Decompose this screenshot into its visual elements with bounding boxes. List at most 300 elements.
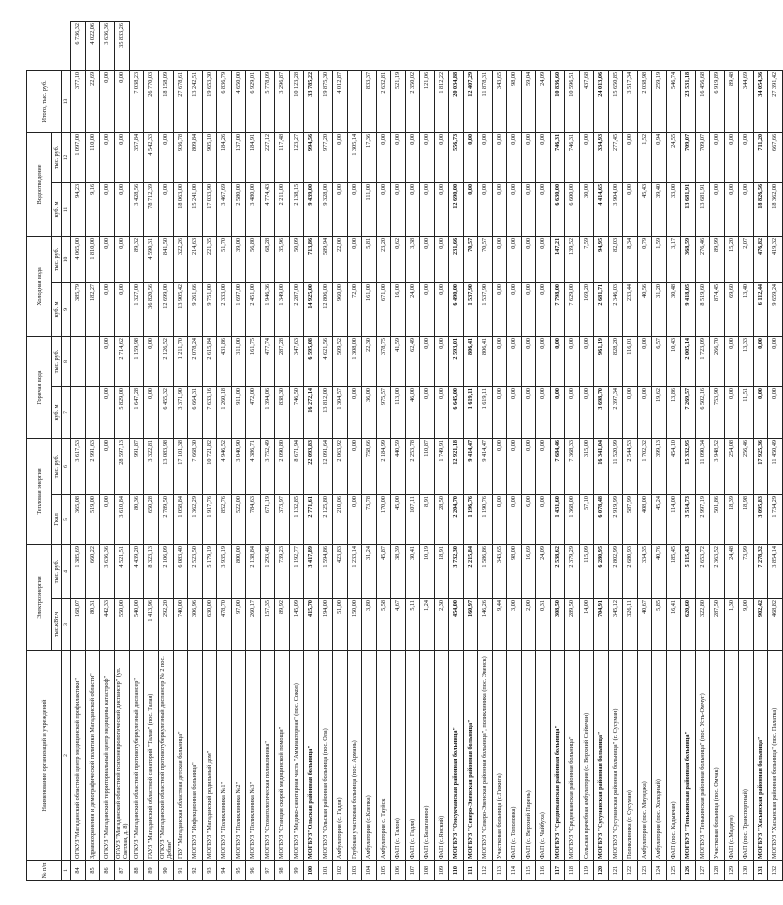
value-cell: 4 590,31 (144, 236, 159, 282)
value-cell: 0,00 (579, 386, 594, 438)
organization-name: ФАП (пос. Транспортный) (739, 651, 754, 861)
column-number: 11 (62, 182, 71, 236)
value-cell: 385,79 (71, 282, 86, 336)
value-cell: 0,00 (521, 336, 536, 386)
value-cell: 145,09 (289, 599, 304, 651)
table-row (129, 22, 144, 881)
organization-name: МОГБУЗ "Поликлиника №3" (246, 651, 261, 861)
value-cell: 5,85 (652, 599, 667, 651)
organization-name: МОГБУЗ "Станция скорой медицинской помощи" (275, 651, 290, 861)
value-cell: 94,23 (71, 182, 86, 236)
value-cell: 2 789,50 (158, 495, 173, 545)
row-number: 87 (114, 861, 129, 881)
value-cell: 2,07 (739, 236, 754, 282)
organization-name: ОГКУЗ"Магаданский областной центр медицинской профилактики" (71, 651, 86, 861)
value-cell: 0,00 (391, 182, 406, 236)
value-cell: 0,31 (536, 599, 551, 651)
value-cell: 6,57 (652, 336, 667, 386)
organization-name: Здравоохранения и демографической политики Магаданской области" (85, 651, 100, 861)
value-cell: 184,26 (217, 132, 232, 182)
value-cell: 11,51 (739, 386, 754, 438)
value-cell: 0,00 (347, 386, 362, 438)
value-cell: 6 929,01 (246, 70, 261, 132)
table-row-subtotal (463, 22, 478, 881)
value-cell: 0,00 (420, 132, 435, 182)
unit-cubm: куб. м (52, 386, 62, 438)
value-cell: 1 349,00 (275, 282, 290, 336)
table-row (478, 22, 493, 881)
value-cell: 16,69 (521, 545, 536, 599)
value-cell: 841,50 (158, 236, 173, 282)
value-cell: 0,00 (114, 132, 129, 182)
value-cell (71, 386, 86, 438)
value-cell: 0,00 (536, 132, 551, 182)
value-cell: 10 123,28 (289, 70, 304, 132)
organization-name: Участковая больница (пос. Омчак) (710, 651, 725, 861)
value-cell: 5 179,19 (202, 545, 217, 599)
value-cell: 137,00 (231, 132, 246, 182)
value-cell: 1 159,98 (129, 336, 144, 386)
value-cell: 98,00 (507, 545, 522, 599)
value-cell: 0,62 (391, 236, 406, 282)
value-cell: 16 272,14 (304, 386, 319, 438)
value-cell: 0,00 (521, 438, 536, 494)
value-cell: 0,00 (724, 386, 739, 438)
value-cell: 22,30 (362, 336, 377, 386)
organization-name: МОГБУЗ "Хасынская районная больница" (пос. Палатка) (768, 651, 783, 861)
value-cell: 1,30 (724, 599, 739, 651)
value-cell: 2 287,00 (289, 282, 304, 336)
header-electricity: Электроэнергия (27, 545, 52, 651)
value-cell: 3 904,00 (608, 182, 623, 236)
value-cell: 556,73 (449, 132, 464, 182)
value-cell: 308,50 (550, 599, 565, 651)
value-cell: 1 196,76 (463, 495, 478, 545)
table-row (333, 22, 348, 881)
row-number: 100 (304, 861, 319, 881)
row-number: 124 (652, 861, 667, 881)
value-cell: 3 610,84 (114, 495, 129, 545)
value-cell: 1,24 (420, 599, 435, 651)
value-cell: 194,00 (318, 599, 333, 651)
value-cell: 2 126,52 (158, 336, 173, 386)
value-cell: 168,07 (71, 599, 86, 651)
unit-gcal: Гкал (52, 495, 62, 545)
value-cell: 9,00 (739, 599, 754, 651)
value-cell: 35,96 (275, 236, 290, 282)
value-cell: 110,00 (85, 132, 100, 182)
value-cell: 0,00 (521, 236, 536, 282)
value-cell: 139,52 (565, 236, 580, 282)
value-cell: 1 308,00 (347, 336, 362, 386)
value-cell: 113,00 (391, 386, 406, 438)
value-cell: 2 038,98 (637, 70, 652, 132)
value-cell: 0,00 (420, 386, 435, 438)
value-cell: 34 054,36 (753, 70, 768, 132)
value-cell: 0,00 (434, 182, 449, 236)
value-cell: 0,00 (507, 282, 522, 336)
value-cell: 6 645,00 (449, 386, 464, 438)
value-cell: 472,00 (246, 386, 261, 438)
value-cell: 0,00 (536, 182, 551, 236)
value-cell: 70,57 (478, 236, 493, 282)
table-row (637, 22, 652, 881)
value-cell: 51,70 (217, 236, 232, 282)
table-row (144, 22, 159, 881)
row-number: 128 (710, 861, 725, 881)
table-row-subtotal (594, 22, 609, 881)
value-cell: 8 323,13 (144, 545, 159, 599)
value-cell: 0,00 (158, 132, 173, 182)
value-cell: 419,32 (768, 236, 783, 282)
row-number: 132 (768, 861, 783, 881)
value-cell: 0,00 (507, 132, 522, 182)
value-cell: 1,52 (637, 132, 652, 182)
value-cell: 89,92 (275, 599, 290, 651)
value-cell: 4 621,56 (318, 336, 333, 386)
value-cell: 289,50 (565, 599, 580, 651)
column-number: 6 (62, 438, 71, 494)
value-cell: 13,40 (739, 282, 754, 336)
row-number: 89 (144, 861, 159, 881)
value-cell: 38,39 (391, 545, 406, 599)
value-cell: 0,00 (550, 336, 565, 386)
value-cell: 1 431,60 (550, 495, 565, 545)
value-cell: 2 771,61 (304, 495, 319, 545)
value-cell: 1 058,84 (173, 495, 188, 545)
value-cell: 23 531,18 (681, 70, 696, 132)
row-number: 119 (579, 861, 594, 881)
value-cell: 326,11 (623, 599, 638, 651)
value-cell: 357,84 (129, 132, 144, 182)
table-row (536, 22, 551, 881)
organization-name: МОГБУЗ "Сусуманская районная больница" (г. Сусуман) (608, 651, 623, 861)
value-cell: 1 537,90 (463, 282, 478, 336)
value-cell: 809,84 (188, 132, 203, 182)
value-cell: 3 517,34 (623, 70, 638, 132)
value-cell: 1 394,06 (260, 386, 275, 438)
value-cell: 18,98 (739, 495, 754, 545)
value-cell: 2 363,52 (710, 545, 725, 599)
table-row (289, 22, 304, 881)
value-cell: 9 751,00 (202, 282, 217, 336)
row-number: 107 (405, 861, 420, 881)
value-cell: 161,75 (246, 336, 261, 386)
value-cell: 1 385,69 (71, 545, 86, 599)
organization-name: ФАП (с.Балаганное) (420, 651, 435, 861)
value-cell: 2 593,01 (449, 336, 464, 386)
value-cell: 107,11 (405, 495, 420, 545)
table-body (71, 22, 783, 881)
organization-name: МОГБУЗ "Среднеканская районная больница" (550, 651, 565, 861)
value-cell: 30,00 (579, 182, 594, 236)
value-cell (85, 386, 100, 438)
value-cell: 347,63 (289, 336, 304, 386)
value-cell: 0,00 (507, 495, 522, 545)
value-cell: 22 093,83 (304, 438, 319, 494)
value-cell: 8 519,60 (695, 282, 710, 336)
value-cell: 7 038,23 (129, 70, 144, 132)
value-cell: 3,80 (362, 599, 377, 651)
column-number: 3 (62, 599, 71, 651)
value-cell: 1 097,00 (71, 132, 86, 182)
value-cell: 0,00 (623, 132, 638, 182)
value-cell: 2 580,00 (231, 182, 246, 236)
value-cell: 3 732,30 (449, 545, 464, 599)
value-cell: 0,00 (710, 182, 725, 236)
value-cell: 80,31 (85, 599, 100, 651)
value-cell: 0,00 (405, 132, 420, 182)
value-cell: 0,00 (623, 386, 638, 438)
organization-name: ФАП (с. Талон) (391, 651, 406, 861)
organization-name: Амбулатория (пос. Мяунджа) (637, 651, 652, 861)
value-cell: 746,31 (550, 132, 565, 182)
value-cell: 442,33 (100, 599, 115, 651)
value-cell: 39,40 (652, 182, 667, 236)
value-cell: 0,00 (100, 495, 115, 545)
value-cell: 478,70 (217, 599, 232, 651)
value-cell: 214,63 (188, 236, 203, 282)
value-cell: 4 065,00 (71, 236, 86, 282)
value-cell: 0,00 (492, 495, 507, 545)
row-number: 117 (550, 861, 565, 881)
value-cell: 24,09 (536, 545, 551, 599)
table-row (608, 22, 623, 881)
row-number: 110 (449, 861, 464, 881)
value-cell: 9 414,47 (478, 438, 493, 494)
value-cell: 12 690,00 (449, 182, 464, 236)
row-number: 108 (420, 861, 435, 881)
row-number: 106 (391, 861, 406, 881)
value-cell: 667,66 (768, 132, 783, 182)
value-cell: 15 332,95 (681, 438, 696, 494)
value-cell: 0,00 (623, 182, 638, 236)
value-cell: 0,00 (768, 336, 783, 386)
value-cell: 838,30 (275, 386, 290, 438)
organization-name: ФАП (с. Чайбуха) (536, 651, 551, 861)
value-cell: 22,69 (85, 70, 100, 132)
value-cell: 0,00 (579, 336, 594, 386)
value-cell: 713,86 (304, 236, 319, 282)
value-cell: 9 659,24 (768, 282, 783, 336)
value-cell: 56,80 (246, 236, 261, 282)
organization-name: МОГБУЗ"Ольская районная больница" (304, 651, 319, 861)
organization-name: ОГКУЗ "Магаданский территориальный центр медицины катастроф" (100, 651, 115, 861)
value-cell: 519,00 (85, 495, 100, 545)
value-cell: 3 636,36 (100, 22, 115, 71)
value-cell: 2 997,19 (695, 495, 710, 545)
value-cell: 28,50 (434, 495, 449, 545)
organization-name: Амбулатория с. Тауйск (376, 651, 391, 861)
value-cell: 73,78 (362, 495, 377, 545)
value-cell: 14 925,00 (304, 282, 319, 336)
value-cell: 0,00 (536, 386, 551, 438)
value-cell: 2 538,62 (550, 545, 565, 599)
organization-name: ГАУЗ "Магаданский областной санаторий "Талая" (пос. Талая) (144, 651, 159, 861)
value-cell: 905,10 (202, 132, 217, 182)
value-cell: 0,00 (521, 182, 536, 236)
row-number: 113 (492, 861, 507, 881)
value-cell: 0,00 (347, 495, 362, 545)
value-cell: 911,00 (231, 386, 246, 438)
value-cell: 660,22 (85, 545, 100, 599)
row-number: 96 (246, 861, 261, 881)
value-cell: 343,65 (492, 545, 507, 599)
value-cell: 0,00 (536, 438, 551, 494)
organization-name: МОГБУЗ "Северо-Эвенская районная больница" (463, 651, 478, 861)
value-cell: 3 371,90 (173, 386, 188, 438)
value-cell: 9 418,05 (681, 282, 696, 336)
column-number: 10 (62, 236, 71, 282)
row-number: 121 (608, 861, 623, 881)
value-cell: 1 190,76 (478, 495, 493, 545)
value-cell: 546,74 (666, 70, 681, 132)
row-number: 126 (681, 861, 696, 881)
header-row-main (27, 22, 52, 881)
value-cell: 13 681,91 (695, 182, 710, 236)
table-row-subtotal (550, 22, 565, 881)
table-row (246, 22, 261, 881)
value-cell: 89,99 (710, 236, 725, 282)
row-number: 125 (666, 861, 681, 881)
value-cell: 18 063,00 (173, 182, 188, 236)
value-cell: 13 905,42 (173, 282, 188, 336)
value-cell: 1 594,86 (318, 545, 333, 599)
value-cell: 28 597,13 (114, 438, 129, 494)
value-cell: 17 925,36 (753, 438, 768, 494)
value-cell: 0,00 (463, 132, 478, 182)
value-cell: 5 778,09 (260, 70, 275, 132)
value-cell: 311,00 (231, 336, 246, 386)
value-cell: 24,48 (724, 545, 739, 599)
table-row (579, 22, 594, 881)
value-cell: 2 078,24 (188, 336, 203, 386)
value-cell: 18 158,09 (158, 70, 173, 132)
value-cell: 0,00 (536, 336, 551, 386)
header-total: Итого, тыс. руб. (27, 70, 62, 132)
value-cell: 277,45 (608, 132, 623, 182)
table-row (202, 22, 217, 881)
value-cell: 0,00 (565, 386, 580, 438)
value-cell: 377,10 (71, 70, 86, 132)
value-cell: 3 040,90 (231, 438, 246, 494)
value-cell: 2 184,99 (376, 438, 391, 494)
value-cell: 0,00 (100, 282, 115, 336)
value-cell: 2 653,72 (695, 545, 710, 599)
row-number: 97 (260, 861, 275, 881)
table-row-subtotal (681, 22, 696, 881)
value-cell: 306,96 (188, 599, 203, 651)
utilities-table (26, 21, 783, 881)
value-cell: 0,00 (536, 236, 551, 282)
value-cell: 114,00 (666, 495, 681, 545)
organization-name: Амбулатория (с.Клепка) (362, 651, 377, 861)
value-cell: 1 260,18 (217, 386, 232, 438)
value-cell: 0,00 (536, 282, 551, 336)
table-row (100, 22, 115, 881)
value-cell: 2 215,84 (463, 545, 478, 599)
header-row-column-numbers (62, 22, 71, 881)
row-number: 86 (100, 861, 115, 881)
value-cell: 630,00 (202, 599, 217, 651)
value-cell: 833,37 (362, 70, 377, 132)
value-cell: 0,00 (376, 132, 391, 182)
value-cell: 2 681,71 (594, 282, 609, 336)
value-cell: 5 115,43 (681, 545, 696, 599)
value-cell: 0,00 (391, 132, 406, 182)
value-cell: 806,41 (463, 336, 478, 386)
value-cell: 94,95 (594, 236, 609, 282)
value-cell: 334,93 (594, 132, 609, 182)
value-cell: 1 619,11 (463, 386, 478, 438)
value-cell: 1 192,77 (289, 545, 304, 599)
value-cell: 116,01 (623, 336, 638, 386)
value-cell: 7 633,16 (202, 386, 217, 438)
value-cell: 12 921,18 (449, 438, 464, 494)
value-cell: 16,00 (391, 282, 406, 336)
value-cell: 8,34 (623, 236, 638, 282)
row-number: 92 (188, 861, 203, 881)
value-cell (85, 336, 100, 386)
unit-cubm: куб. м (52, 282, 62, 336)
value-cell: 0,00 (100, 336, 115, 386)
value-cell: 89,32 (129, 236, 144, 282)
row-number: 112 (478, 861, 493, 881)
table-row-subtotal (753, 22, 768, 881)
value-cell: 399,13 (652, 438, 667, 494)
value-cell: 746,50 (289, 386, 304, 438)
value-cell: 431,86 (217, 336, 232, 386)
value-cell: 24,00 (405, 282, 420, 336)
value-cell: 39,00 (231, 236, 246, 282)
row-number: 98 (275, 861, 290, 881)
value-cell: 146,26 (478, 599, 493, 651)
value-cell: 8 671,94 (289, 438, 304, 494)
table-row (710, 22, 725, 881)
value-cell: 4 439,20 (129, 545, 144, 599)
value-cell: 0,00 (333, 132, 348, 182)
organization-name: Сельская врачебная амбулатория (с. Верхний Сеймчан) (579, 651, 594, 861)
value-cell: 98,00 (507, 70, 522, 132)
organization-name: ГБУ "Магаданская областная детская больница" (173, 651, 188, 861)
value-cell: 2 125,80 (318, 495, 333, 545)
value-cell: 902,42 (753, 599, 768, 651)
value-cell: 23,20 (376, 236, 391, 282)
table-row (507, 22, 522, 881)
value-cell: 4 386,71 (246, 438, 261, 494)
value-cell: 322,80 (695, 599, 710, 651)
value-cell: 2 005,14 (681, 336, 696, 386)
value-cell: 27 678,61 (173, 70, 188, 132)
value-cell: 184,91 (246, 132, 261, 182)
row-number: 94 (217, 861, 232, 881)
table-row (521, 22, 536, 881)
row-number: 84 (71, 861, 86, 881)
value-cell: 17,36 (362, 132, 377, 182)
value-cell: 6 455,32 (158, 386, 173, 438)
value-cell: 6 502,16 (695, 386, 710, 438)
unit-trub: тыс. руб. (52, 545, 62, 599)
table-row-subtotal (449, 22, 464, 881)
value-cell: 589,94 (318, 236, 333, 282)
row-number: 129 (724, 861, 739, 881)
value-cell: 7 269,57 (681, 386, 696, 438)
row-number: 99 (289, 861, 304, 881)
value-cell: 7 684,46 (550, 438, 565, 494)
value-cell: 0,00 (478, 182, 493, 236)
value-cell: 2 919,99 (608, 495, 623, 545)
value-cell: 231,66 (449, 236, 464, 282)
